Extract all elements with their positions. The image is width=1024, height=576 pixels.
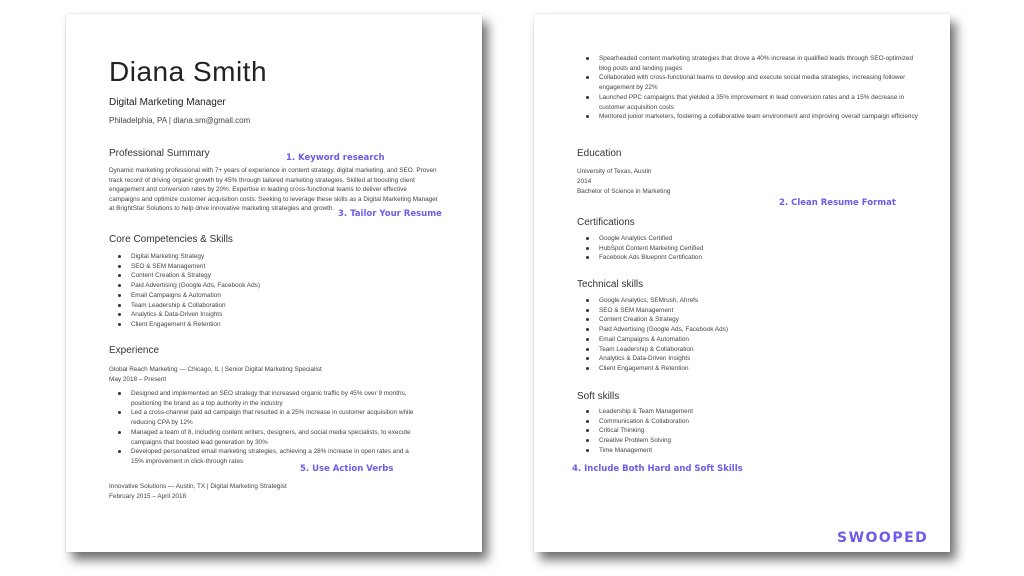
- education-year: 2014: [577, 178, 592, 185]
- list-item: SEO & SEM Management: [131, 262, 431, 272]
- annotation-keyword-research: 1. Keyword research: [286, 153, 385, 163]
- annotation-tailor-resume: 3. Tailor Your Resume: [338, 209, 442, 219]
- list-item: Google Analytics, SEMrush, Ahrefs: [599, 296, 899, 306]
- list-item: Time Management: [599, 446, 899, 456]
- annotation-hard-soft-skills: 4. Include Both Hard and Soft Skills: [572, 464, 743, 474]
- list-item: Analytics & Data-Driven Insights: [599, 354, 899, 364]
- list-item: HubSpot Content Marketing Certified: [599, 244, 899, 254]
- list-item: Email Campaigns & Automation: [599, 335, 899, 345]
- list-item: Designed and implemented an SEO strategy that increased organic traffic by 45% over 9 months, positioning the brand as a top authority in the industry: [131, 389, 421, 408]
- list-item: Client Engagement & Retention: [599, 364, 899, 374]
- job1-title: Global Reach Marketing — Chicago, IL | Senior Digital Marketing Specialist: [109, 366, 322, 373]
- list-item: Email Campaigns & Automation: [131, 291, 431, 301]
- resume-name: Diana Smith: [109, 56, 268, 87]
- job2-title: Innovative Solutions — Austin, TX | Digital Marketing Strategist: [109, 483, 287, 490]
- list-item: Client Engagement & Retention: [131, 320, 431, 330]
- summary-heading: Professional Summary: [109, 148, 210, 159]
- technical-heading: Technical skills: [577, 279, 644, 290]
- experience-heading: Experience: [109, 345, 160, 356]
- list-item: SEO & SEM Management: [599, 306, 899, 316]
- list-item: Team Leadership & Collaboration: [131, 301, 431, 311]
- annotation-action-verbs: 5. Use Action Verbs: [300, 464, 394, 474]
- education-degree: Bachelor of Science in Marketing: [577, 188, 671, 195]
- list-item: Digital Marketing Strategy: [131, 252, 431, 262]
- list-item: Collaborated with cross-functional teams to develop and execute social media strategies, increasing follower engagement by 22%: [599, 73, 919, 92]
- resume-role: Digital Marketing Manager: [109, 97, 226, 108]
- competencies-heading: Core Competencies & Skills: [109, 234, 233, 245]
- certifications-heading: Certifications: [577, 217, 635, 228]
- list-item: Analytics & Data-Driven Insights: [131, 310, 431, 320]
- job1-dates: May 2018 – Present: [109, 376, 167, 383]
- certifications-list: [577, 234, 899, 263]
- list-item: Spearheaded content marketing strategies that drove a 40% increase in qualified leads through SEO-optimized blog posts and landing pages: [599, 54, 919, 73]
- soft-heading: Soft skills: [577, 391, 620, 402]
- list-item: Communication & Collaboration: [599, 417, 899, 427]
- list-item: Team Leadership & Collaboration: [599, 345, 899, 355]
- swooped-logo: SWOOPED: [837, 530, 929, 546]
- annotation-clean-format: 2. Clean Resume Format: [779, 198, 896, 208]
- technical-list: [577, 296, 899, 374]
- job2-bullets: [577, 54, 919, 122]
- resume-contact: Philadelphia, PA | diana.sm@gmail.com: [109, 116, 251, 125]
- list-item: Google Analytics Certified: [599, 234, 899, 244]
- list-item: Creative Problem Solving: [599, 436, 899, 446]
- list-item: Leadership & Team Management: [599, 407, 899, 417]
- list-item: Mentored junior marketers, fostering a collaborative team environment and improving overall campaign efficiency: [599, 113, 918, 121]
- list-item: Content Creation & Strategy: [599, 315, 899, 325]
- list-item: Paid Advertising (Google Ads, Facebook Ads): [599, 325, 899, 335]
- education-heading: Education: [577, 148, 622, 159]
- list-item: Managed a team of 8, including content writers, designers, and social media specialists, to execute campaigns that boosted lead generation by 30%: [131, 428, 421, 447]
- list-item: Led a cross-channel paid ad campaign that resulted in a 25% increase in customer acquisition while reducing CPA by 12%: [131, 408, 421, 427]
- list-item: Developed personalized email marketing strategies, achieving a 28% increase in open rates and a 15% improvement in click-through rates: [131, 447, 421, 466]
- resume-page-1: [66, 14, 482, 552]
- list-item: Content Creation & Strategy: [131, 271, 431, 281]
- education-school: University of Texas, Austin: [577, 168, 652, 175]
- job2-dates: February 2015 – April 2018: [109, 493, 187, 500]
- list-item: Facebook Ads Blueprint Certification: [599, 253, 899, 263]
- summary-text: Dynamic marketing professional with 7+ years of experience in content strategy, digital marketing, and SEO. Proven track record of driving organic growth by 45% through tailored marketing strategies. Skilled at boosting client engagement and conversion rates by 20%. Expertise in leading cross-functional teams to deliver effective campaigns and optimize customer acquisition costs. Seeking to leverage these skills as a Digital Marketing Manager at BrightStar Solutions to help drive innovative marketing strategies and growth.: [109, 167, 438, 213]
- job1-bullets: [109, 389, 421, 467]
- list-item: Paid Advertising (Google Ads, Facebook Ads): [131, 281, 431, 291]
- list-item: Critical Thinking: [599, 426, 899, 436]
- list-item: Launched PPC campaigns that yielded a 35% improvement in lead conversion rates and a 15% decrease in customer acquisition costs: [599, 93, 919, 112]
- competencies-list: [109, 252, 431, 330]
- soft-list: [577, 407, 899, 456]
